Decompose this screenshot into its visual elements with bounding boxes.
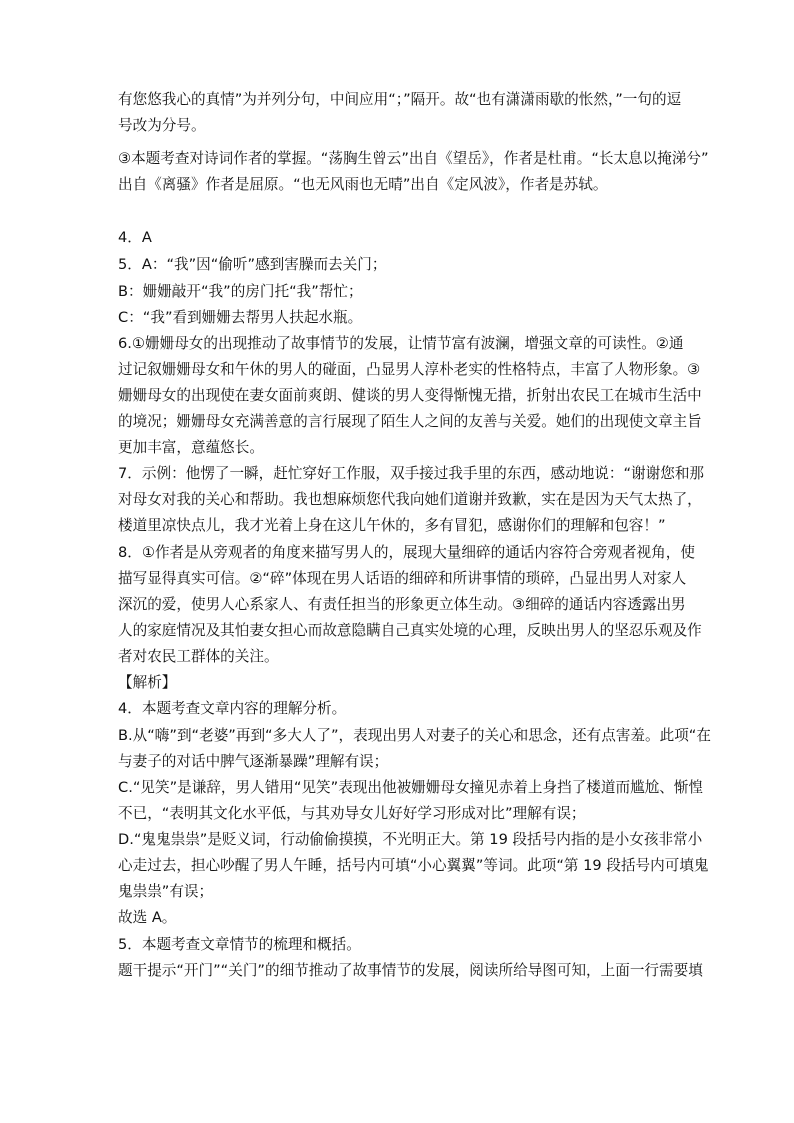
text-line: 故选 A。 (118, 909, 177, 926)
text-line: 号改为分号。 (118, 117, 206, 134)
text-line: B.从“嗨”到“老婆”再到“多大人了”，表现出男人对妻子的关心和思念，还有点害羞。此项“在 (118, 727, 711, 744)
text-line: 更加丰富，意蕴悠长。 (118, 439, 264, 456)
text-line: 8．①作者是从旁观者的角度来描写男人的，展现大量细碎的通话内容符合旁观者视角，使 (118, 544, 695, 561)
text-line: 【解析】 (118, 674, 177, 691)
text-line: D.“鬼鬼祟祟”是贬义词，行动偷偷摸摸，不光明正大。第 19 段括号内指的是小女孩非常小 (118, 831, 703, 848)
text-line: 过记叙姗姗母女和午休的男人的碰面，凸显男人淳朴老实的性格特点，丰富了人物形象。③ (118, 361, 701, 378)
text-line: 人的家庭情况及其怕妻女担心而故意隐瞒自己真实处境的心理，反映出男人的坚忍乐观及作 (118, 622, 702, 639)
text-line: 出自《离骚》作者是屈原。“也无风雨也无晴”出自《定风波》，作者是苏轼。 (118, 176, 608, 193)
text-line: 4．本题考查文章内容的理解分析。 (118, 700, 347, 717)
text-line: ③本题考查对诗词作者的掌握。“荡胸生曾云”出自《望岳》，作者是杜甫。“长太息以掩涕兮” (118, 150, 709, 167)
text-line: 7．示例：他愣了一瞬，赶忙穿好工作服，双手接过我手里的东西，感动地说：“谢谢您和那 (118, 465, 705, 482)
text-line: B：姗姗敲开“我”的房门托“我”帮忙； (118, 283, 363, 300)
text-line: 5．本题考查文章情节的梳理和概括。 (118, 936, 361, 953)
text-line: 者对农民工群体的关注。 (118, 648, 279, 665)
text-line: C.“见笑”是谦辞，男人错用“见笑”表现出他被姗姗母女撞见赤着上身挡了楼道而尴尬、惭惶 (118, 779, 704, 796)
text-line: 4．A (118, 229, 152, 246)
text-line: 有您悠我心的真情”为并列分句，中间应用“；”隔开。故“也有潇潇雨歇的怅然，”一句的逗 (118, 91, 682, 108)
text-line: 题干提示“开门”“关门”的细节推动了故事情节的发展，阅读所给导图可知，上面一行需要填 (118, 962, 703, 979)
text-line: 鬼祟祟”有误； (118, 883, 214, 900)
text-line: 姗姗母女的出现使在妻女面前爽朗、健谈的男人变得惭愧无措，折射出农民工在城市生活中 (118, 387, 702, 404)
text-line: C：“我”看到姗姗去帮男人扶起水瓶。 (118, 309, 363, 326)
text-line: 楼道里凉快点儿，我才光着上身在这儿午休的，多有冒犯，感谢你们的理解和包容！” (118, 517, 666, 534)
text-line: 描写显得真实可信。②“碎”体现在男人话语的细碎和所讲事情的琐碎，凸显出男人对家人 (118, 570, 687, 587)
text-line: 对母女对我的关心和帮助。我也想麻烦您代我向她们道谢并致歉，实在是因为天气太热了， (118, 491, 702, 508)
text-line: 6.①姗姗母女的出现推动了故事情节的发展，让情节富有波澜，增强文章的可读性。②通 (118, 335, 684, 352)
text-line: 不已，“表明其文化水平低，与其劝导女儿好好学习形成对比”理解有误； (118, 805, 586, 822)
text-line: 5．A：“我”因“偷听”感到害臊而去关门； (118, 256, 387, 273)
text-line: 深沉的爱，使男人心系家人、有责任担当的形象更立体生动。③细碎的通话内容透露出男 (118, 596, 686, 613)
text-line: 心走过去，担心吵醒了男人午睡，括号内可填“小心翼翼”等词。此项“第 19 段括号内可填鬼 (118, 857, 709, 874)
text-line: 与妻子的对话中脾气逐渐暴躁”理解有误； (118, 753, 389, 770)
text-line: 的境况；姗姗母女充满善意的言行展现了陌生人之间的友善与关爱。她们的出现使文章主旨 (118, 413, 702, 430)
